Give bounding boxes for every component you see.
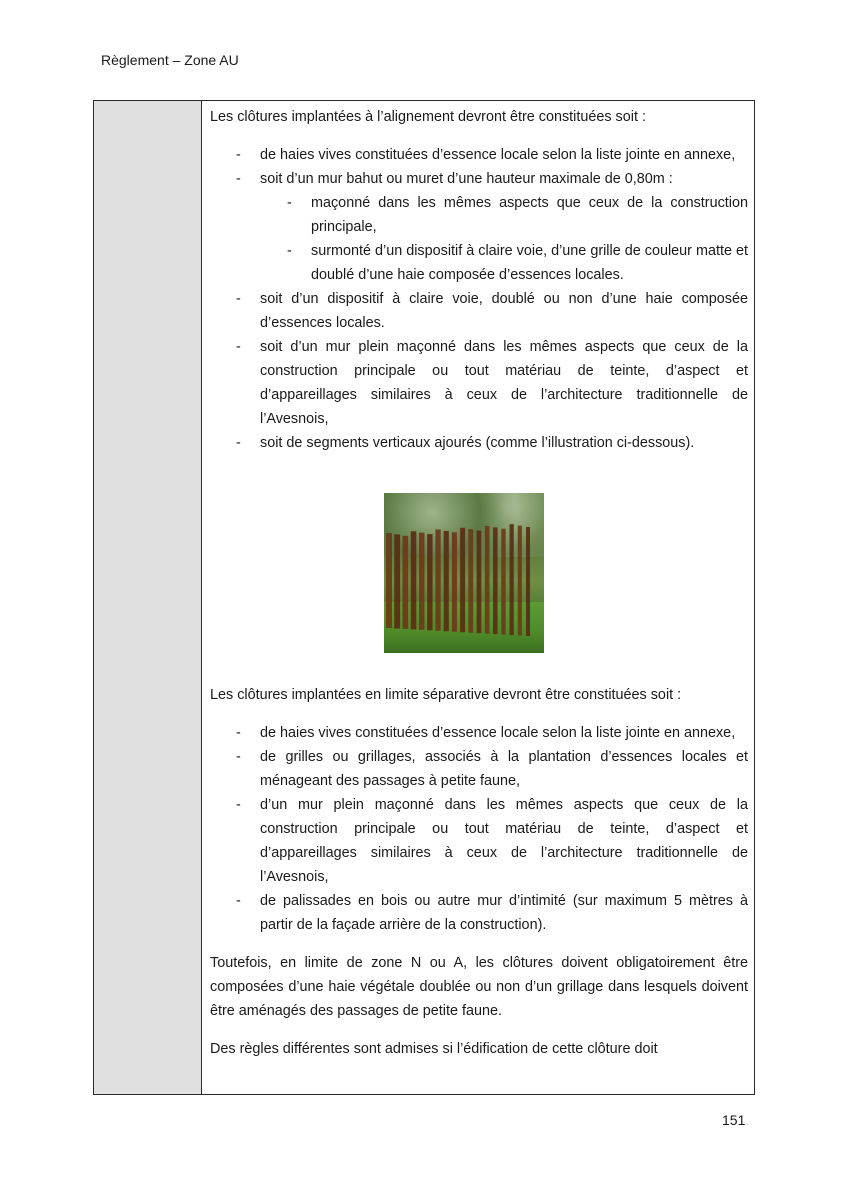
page-number: 151: [722, 1112, 746, 1128]
list-item-text: soit d’un mur bahut ou muret d’une hauteur maximale de 0,80m :: [260, 171, 673, 187]
list-item: - soit de segments verticaux ajourés (comme l’illustration ci-dessous).: [210, 431, 748, 455]
paragraph-limite-zone: Toutefois, en limite de zone N ou A, les clôtures doivent obligatoirement être composées d’une haie végétale doublée ou non d’un grillage dans lesquels doivent être aménagés des passages de petite faune.: [210, 955, 748, 1019]
list-item: - de grilles ou grillages, associés à la plantation d’essences locales et ménageant des passages à petite faune,: [210, 745, 748, 793]
fence-slat: [493, 527, 497, 634]
fence-slat: [510, 524, 514, 635]
list-item: - soit d’un mur plein maçonné dans les mêmes aspects que ceux de la construction principale ou tout matériau de teinte, d’aspect et d’appareillages similaires à ceux de l’architecture traditionnelle de l’Avesnois,: [210, 335, 748, 431]
list-item: - soit d’un dispositif à claire voie, doublé ou non d’une haie composée d’essences locales.: [210, 287, 748, 335]
sublist-item: - maçonné dans les mêmes aspects que ceux de la construction principale,: [260, 191, 748, 239]
fence-slat: [427, 534, 432, 630]
fence-photo: [384, 493, 544, 653]
fence-slat: [477, 531, 482, 634]
fence-slat: [394, 534, 400, 628]
section1-list: [210, 143, 748, 455]
section2-list: [210, 721, 748, 937]
list-item: - de haies vives constituées d’essence locale selon la liste jointe en annexe,: [210, 721, 748, 745]
fence-slat: [386, 533, 392, 628]
table-content-cell: [210, 105, 748, 1061]
fence-slat: [526, 527, 530, 636]
paragraph-regles-differentes: Des règles différentes sont admises si l’édification de cette clôture doit: [210, 1041, 658, 1057]
list-item: - de palissades en bois ou autre mur d’intimité (sur maximum 5 mètres à partir de la façade arrière de la construction).: [210, 889, 748, 937]
fence-slats-illustration: [384, 493, 544, 653]
fence-slat: [444, 531, 449, 631]
fence-slat: [485, 526, 490, 634]
section2-intro: Les clôtures implantées en limite séparative devront être constituées soit :: [210, 687, 682, 703]
fence-slat: [468, 529, 473, 633]
page-header-title: Règlement – Zone AU: [101, 52, 239, 68]
fence-slat: [435, 529, 440, 630]
fence-slat: [419, 533, 425, 630]
list-item: [210, 167, 748, 287]
figure-container: [210, 473, 748, 683]
fence-slat: [411, 531, 417, 629]
list-item: - de haies vives constituées d’essence locale selon la liste jointe en annexe,: [210, 143, 748, 167]
fence-slat: [518, 526, 522, 636]
fence-slat: [501, 529, 505, 635]
fence-slat: [402, 536, 408, 629]
section1-sublist: [260, 191, 748, 287]
section1-intro: Les clôtures implantées à l’alignement devront être constituées soit :: [210, 109, 646, 125]
fence-slat: [460, 528, 465, 633]
fence-slat: [452, 532, 457, 631]
regulation-table: [93, 100, 755, 1095]
table-left-column: [94, 101, 202, 1094]
sublist-item: - surmonté d’un dispositif à claire voie, d’une grille de couleur matte et doublé d’une haie composée d’essences locales.: [260, 239, 748, 287]
list-item: - d’un mur plein maçonné dans les mêmes aspects que ceux de la construction principale ou tout matériau de teinte, d’aspect et d’appareillages similaires à ceux de l’architecture traditionnelle de l’Avesnois,: [210, 793, 748, 889]
